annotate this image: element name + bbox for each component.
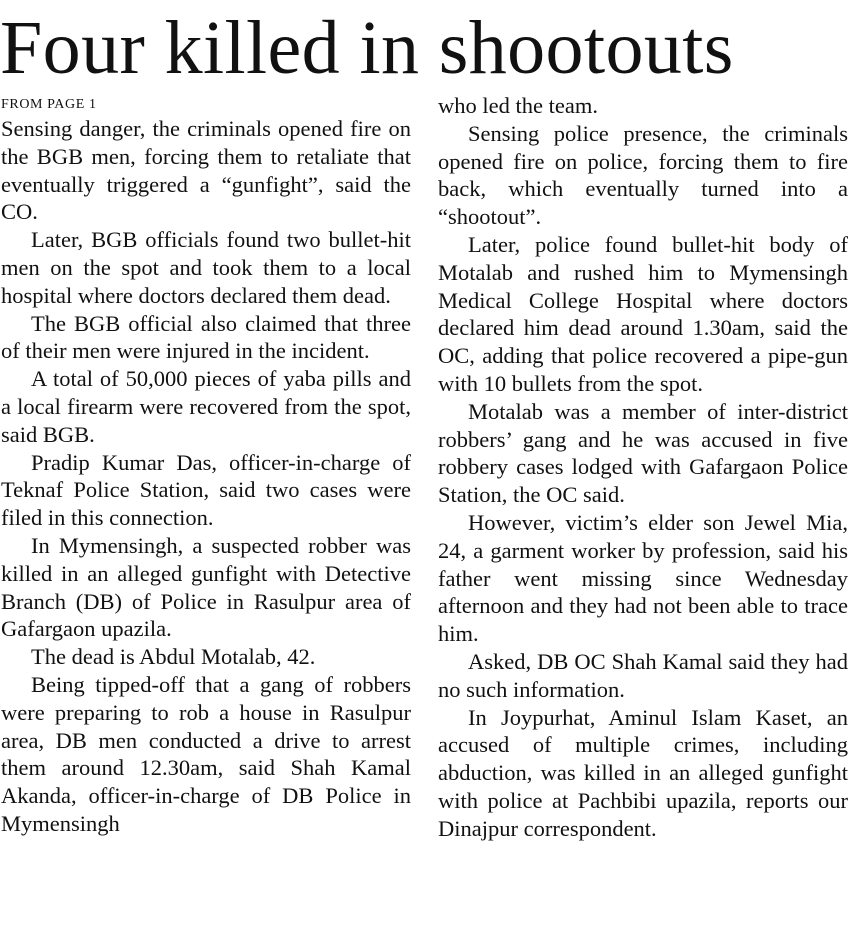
paragraph: Sensing police presence, the criminals opened fire on police, forcing them to fire back, which eventually turned into a “shootout”. <box>438 120 848 230</box>
paragraph: The dead is Abdul Motalab, 42. <box>31 644 316 670</box>
headline: Four killed in shootouts <box>0 6 734 90</box>
paragraph: Sensing danger, the criminals opened fire on the BGB men, forcing them to retaliate that eventually triggered a “gunfight”, said the CO. <box>1 116 411 225</box>
article-column-left <box>1 92 411 838</box>
paragraph: However, victim’s elder son Jewel Mia, 24, a garment worker by profession, said his father went missing since Wednesday afternoon and they had not been able to trace him. <box>438 509 848 647</box>
paragraph: A total of 50,000 pieces of yaba pills and a local firearm were recovered from the spot, said BGB. <box>1 366 411 447</box>
paragraph: Later, police found bullet-hit body of Motalab and rushed him to Mymensingh Medical College Hospital where doctors declared him dead around 1.30am, said the OC, adding that police recovered a pipe-gun with 10 bullets from the spot. <box>438 231 848 396</box>
paragraph: Later, BGB officials found two bullet-hit men on the spot and took them to a local hospital where doctors declared them dead. <box>1 227 411 308</box>
paragraph: The BGB official also claimed that three of their men were injured in the incident. <box>1 310 411 364</box>
paragraph: Motalab was a member of inter-district robbers’ gang and he was accused in five robbery cases lodged with Gafargaon Police Station, the OC said. <box>438 398 848 508</box>
paragraph: Pradip Kumar Das, officer-in-charge of Teknaf Police Station, said two cases were filed in this connection. <box>1 449 411 531</box>
paragraph: who led the team. <box>438 93 598 118</box>
article-column-right <box>438 92 848 843</box>
continuation-kicker: FROM PAGE 1 <box>1 97 97 112</box>
paragraph: In Joypurhat, Aminul Islam Kaset, an accused of multiple crimes, including abduction, was killed in an alleged gunfight with police at Pachbibi upazila, reports our Dinajpur correspondent. <box>438 704 848 841</box>
paragraph: Being tipped-off that a gang of robbers were preparing to rob a house in Rasulpur area, DB men conducted a drive to arrest them around 12.30am, said Shah Kamal Akanda, officer-in-charge of DB Police in Mymensingh <box>1 671 411 836</box>
paragraph: In Mymensingh, a suspected robber was killed in an alleged gunfight with Detective Branch (DB) of Police in Rasulpur area of Gafargaon upazila. <box>1 532 411 642</box>
paragraph: Asked, DB OC Shah Kamal said they had no such information. <box>438 648 848 702</box>
